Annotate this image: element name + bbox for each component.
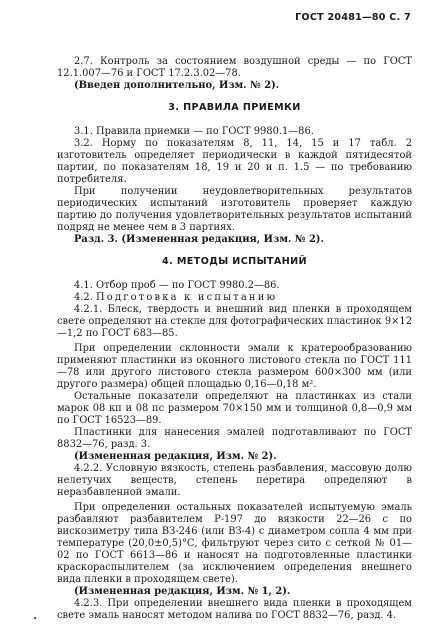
paragraph: При определении остальных показателей испытуемую эмаль разбавляют разбавителем Р-197 до вязкости 22—26 с по вискозиметру типа ВЗ-246 (или ВЗ-4) с диаметром сопла 4 мм при температуре (20,0±0,5)°С, фильтруют через сито с сеткой № 01—02 по ГОСТ 6613—86 и наносят на подготовленные пластинки краскораспылителем (за исключением определения внешнего вида пленки в проходящем свете). xyxy=(57,502,412,585)
paragraph: 4.1. Отбор проб — по ГОСТ 9980.2—86. xyxy=(74,280,280,291)
amendment-note: (Измененная редакция, Изм. № 1, 2). xyxy=(74,586,291,597)
paragraph: 2.7. Контроль за состоянием воздушной среды — по ГОСТ 12.1.007—76 и ГОСТ 17.2.3.02—78. xyxy=(57,56,412,79)
paragraph: При получении неудовлетворительных результатов периодических испытаний изготовитель проверяет каждую партию до получения удовлетворительных результатов испытаний подряд не менее чем в 3 партиях. xyxy=(57,186,412,233)
section-heading: 4. МЕТОДЫ ИСПЫТАНИЙ xyxy=(162,256,307,267)
paragraph: При определении склонности эмали к кратерообразованию применяют пластинки из оконного листового стекла по ГОСТ 111—78 или другого листового стекла размером 600×300 мм (или другого размера) общей площадью 0,16—0,18 м². xyxy=(57,343,412,390)
paragraph: 4.2.1. Блеск, твердость и внешний вид пленки в проходящем свете определяют на стекле для фотографических пластинок 9×12—1,2 по ГОСТ 683—85. xyxy=(57,304,412,339)
section-heading: 3. ПРАВИЛА ПРИЕМКИ xyxy=(168,102,301,113)
paragraph: 3.2. Норму по показателям 8, 11, 14, 15 и 17 табл. 2 изготовитель определяет периодически в каждой пятидесятой партии, по показателям 18, 19 и 20 и п. 1.5 — по требованию потребителя. xyxy=(57,138,412,185)
paragraph: 4.2.2. Условную вязкость, степень разбавления, массовую долю нелетучих веществ, степень перетира определяют в неразбавленной эмали. xyxy=(57,463,412,498)
paragraph: Пластинки для нанесения эмалей подготавливают по ГОСТ 8832—76, разд. 3. xyxy=(57,427,412,450)
amendment-note: (Введен дополнительно, Изм. № 2). xyxy=(74,80,280,91)
document-body xyxy=(57,56,412,622)
subsection-heading xyxy=(57,292,412,304)
amendment-note: (Измененная редакция, Изм. № 2). xyxy=(74,451,277,462)
subsection-number: 4.2. xyxy=(74,292,93,303)
paragraph: Остальные показатели определяют на пластинках из стали марок 08 кп и 08 пс размером 70×150 мм и толщиной 0,8—0,9 мм по ГОСТ 16523—89. xyxy=(57,391,412,426)
page-mark: • xyxy=(33,615,38,623)
paragraph: 4.2.3. При определении внешнего вида пленки в проходящем свете эмаль наносят методом налива по ГОСТ 8832—76, разд. 4. xyxy=(57,598,412,621)
amendment-note: Разд. 3. (Измененная редакция, Изм. № 2). xyxy=(74,234,324,245)
paragraph: 3.1. Правила приемки — по ГОСТ 9980.1—86. xyxy=(74,126,314,137)
subsection-title: Подготовка к испытанию xyxy=(95,292,278,303)
page-header: ГОСТ 20481—80 С. 7 xyxy=(295,12,411,23)
